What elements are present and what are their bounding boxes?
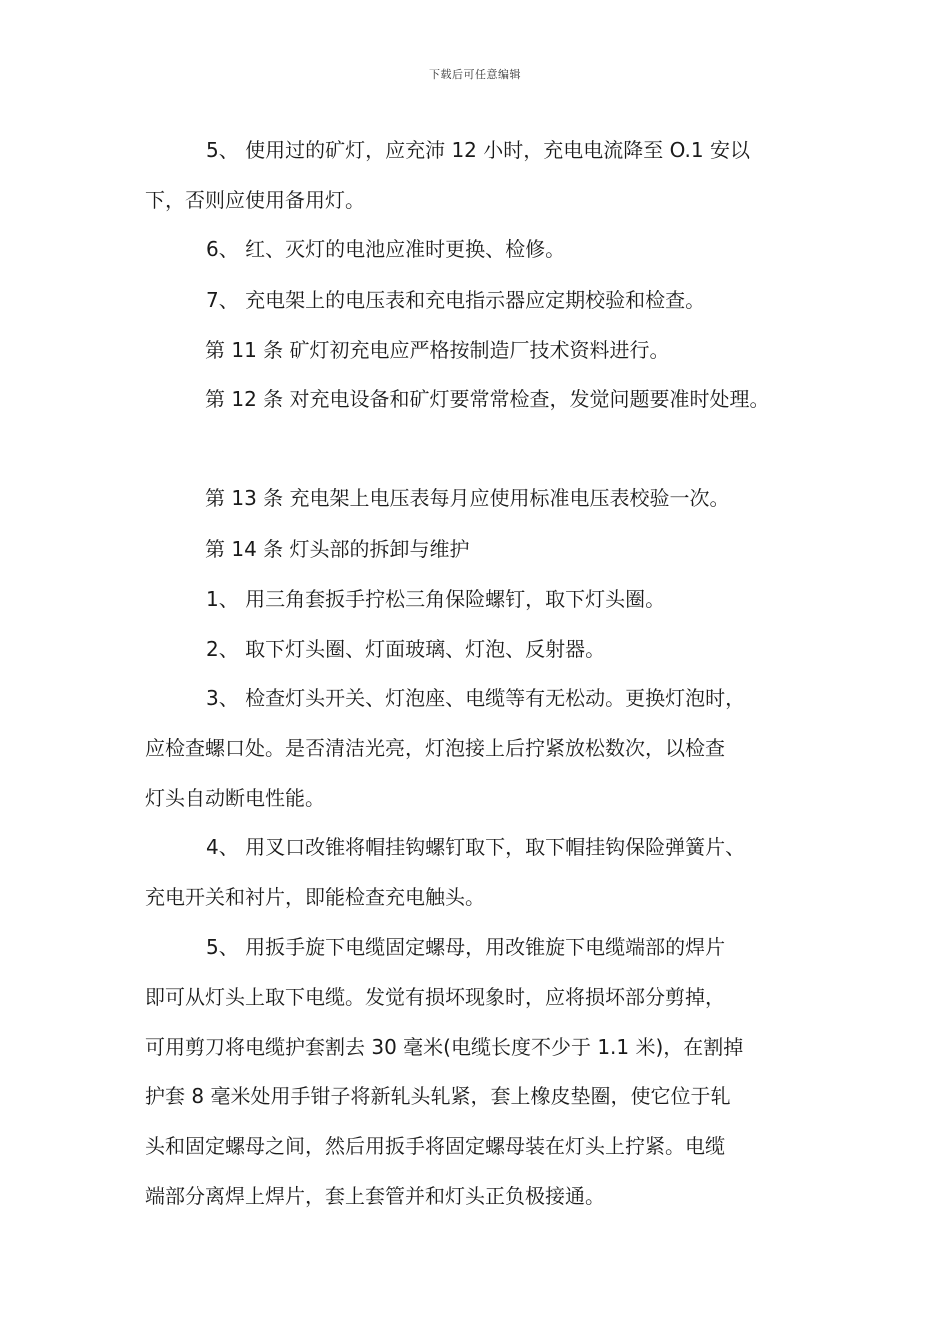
text-line: 6、 红、灭灯的电池应准时更换、检修。 — [206, 237, 566, 261]
text-line: 第 14 条 灯头部的拆卸与维护 — [205, 537, 470, 561]
page-header: 下载后可任意编辑 — [429, 68, 521, 81]
text-line: 4、 用叉口改锥将帽挂钩螺钉取下，取下帽挂钩保险弹簧片、 — [206, 835, 746, 859]
text-line: 头和固定螺母之间，然后用扳手将固定螺母装在灯头上拧紧。电缆 — [145, 1134, 725, 1158]
text-line: 第 13 条 充电架上电压表每月应使用标准电压表校验一次。 — [205, 486, 730, 510]
text-line: 护套 8 毫米处用手钳子将新轧头轧紧，套上橡皮垫圈，使它位于轧 — [145, 1084, 731, 1108]
text-line: 1、 用三角套扳手拧松三角保险螺钉，取下灯头圈。 — [206, 587, 666, 611]
text-line: 充电开关和衬片，即能检查充电触头。 — [145, 885, 485, 909]
text-line: 下，否则应使用备用灯。 — [145, 188, 365, 212]
text-line: 可用剪刀将电缆护套割去 30 毫米(电缆长度不少于 1.1 米)，在割掉 — [145, 1035, 744, 1059]
text-line: 应检查螺口处。是否清洁光亮，灯泡接上后拧紧放松数次，以检查 — [145, 736, 725, 760]
text-line: 7、 充电架上的电压表和充电指示器应定期校验和检查。 — [206, 288, 706, 312]
text-line: 第 12 条 对充电设备和矿灯要常常检查，发觉问题要准时处理。 — [205, 387, 770, 411]
text-line: 2、 取下灯头圈、灯面玻璃、灯泡、反射器。 — [206, 637, 606, 661]
text-line: 3、 检查灯头开关、灯泡座、电缆等有无松动。更换灯泡时， — [206, 686, 746, 710]
text-line: 5、 用扳手旋下电缆固定螺母，用改锥旋下电缆端部的焊片 — [206, 935, 726, 959]
text-line: 5、 使用过的矿灯，应充沛 12 小时，充电电流降至 O.1 安以 — [206, 138, 750, 162]
text-line: 端部分离焊上焊片，套上套管并和灯头正负极接通。 — [145, 1184, 605, 1208]
text-line: 即可从灯头上取下电缆。发觉有损坏现象时，应将损坏部分剪掉， — [145, 985, 725, 1009]
text-line: 灯头自动断电性能。 — [145, 786, 325, 810]
text-line: 第 11 条 矿灯初充电应严格按制造厂技术资料进行。 — [205, 338, 670, 362]
